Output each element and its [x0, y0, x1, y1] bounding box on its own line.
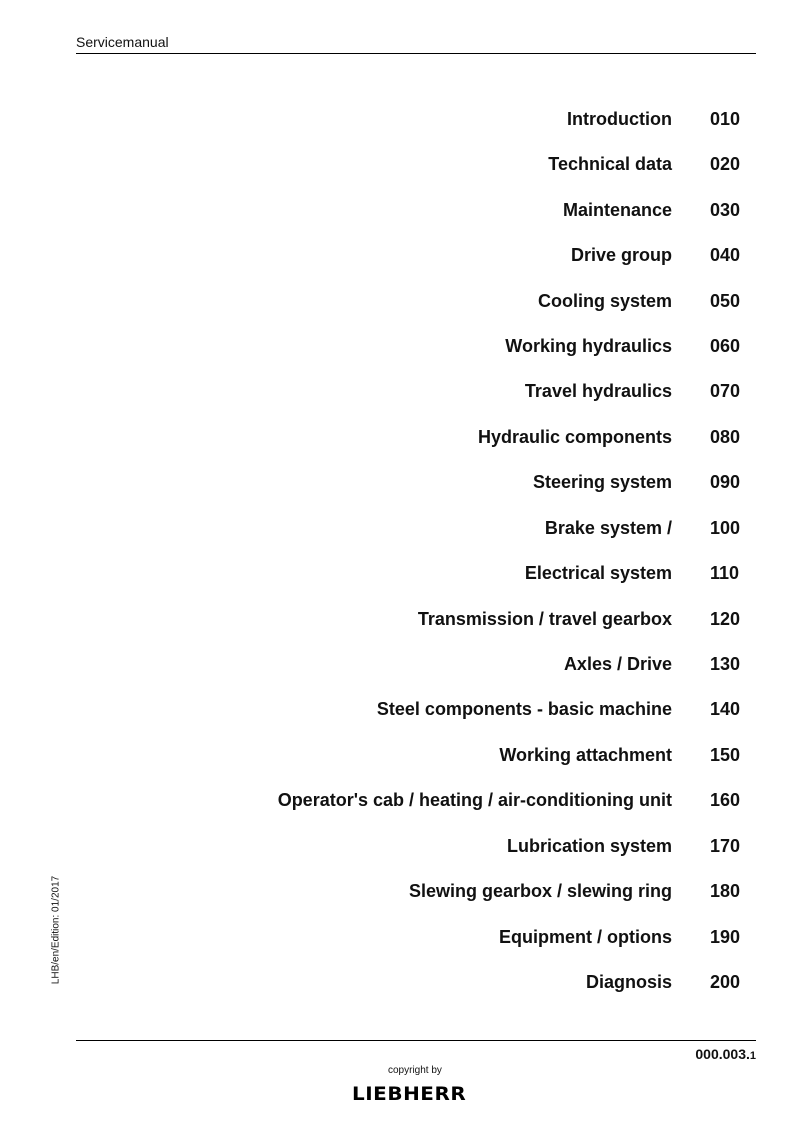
toc-title: Slewing gearbox / slewing ring: [408, 881, 672, 901]
toc-row-transmission[interactable]: [0, 605, 794, 633]
toc-code: 110: [710, 563, 740, 583]
toc-title: Hydraulic components: [477, 427, 672, 447]
toc-row-electrical-system[interactable]: [0, 559, 794, 587]
toc-code: 080: [710, 427, 741, 447]
toc-row-working-attachment[interactable]: [0, 741, 794, 769]
toc-code: 120: [710, 609, 741, 629]
toc-code: 200: [710, 972, 741, 992]
toc-title: Steel components - basic machine: [376, 699, 672, 719]
toc-row-maintenance[interactable]: [0, 196, 794, 224]
toc-row-equipment-options[interactable]: [0, 923, 794, 951]
toc-row-cooling-system[interactable]: [0, 287, 794, 315]
toc-row-drive-group[interactable]: [0, 241, 794, 269]
toc-title: Axles / Drive: [563, 654, 672, 674]
toc-code: 030: [710, 200, 741, 220]
copyright-text: copyright by: [388, 1065, 442, 1076]
page-number: [695, 1046, 756, 1062]
toc-title: Working attachment: [499, 745, 672, 765]
toc-title: Introduction: [567, 109, 672, 129]
toc-code: 170: [710, 836, 741, 856]
page-header-title: Servicemanual: [76, 34, 169, 50]
header-rule: [76, 53, 756, 54]
toc-code: 050: [710, 291, 741, 311]
page-number-sub: 1: [749, 1050, 756, 1062]
toc-row-brake-system[interactable]: [0, 514, 794, 542]
toc-title: Electrical system: [524, 563, 672, 583]
toc-title: Drive group: [570, 245, 672, 265]
toc-row-lubrication-system[interactable]: [0, 832, 794, 860]
toc-code: 150: [710, 745, 741, 765]
toc-title: Lubrication system: [506, 836, 672, 856]
toc-title: Technical data: [548, 154, 672, 174]
toc-title: Diagnosis: [585, 972, 672, 992]
toc-row-axles-drive[interactable]: [0, 650, 794, 678]
toc-row-travel-hydraulics[interactable]: [0, 377, 794, 405]
edition-note: LHB/en/Edition: 01/2017: [50, 875, 62, 985]
toc-title: Working hydraulics: [505, 336, 672, 356]
toc-title: Equipment / options: [499, 927, 672, 947]
toc-code: 190: [710, 927, 741, 947]
toc-row-operators-cab[interactable]: [0, 786, 794, 814]
toc-title: Travel hydraulics: [524, 381, 672, 401]
toc-code: 100: [710, 518, 741, 538]
toc-row-slewing-gearbox[interactable]: [0, 877, 794, 905]
toc-row-steel-components[interactable]: [0, 695, 794, 723]
toc-code: 140: [710, 699, 741, 719]
toc-row-technical-data[interactable]: [0, 150, 794, 178]
toc-code: 090: [710, 472, 741, 492]
toc-title: Operator's cab / heating / air-conditioning unit: [277, 790, 672, 810]
toc-row-steering-system[interactable]: [0, 468, 794, 496]
toc-title: Transmission / travel gearbox: [417, 609, 672, 629]
toc-row-working-hydraulics[interactable]: [0, 332, 794, 360]
toc-title: Maintenance: [562, 200, 672, 220]
toc-code: 160: [710, 790, 741, 810]
toc-title: Cooling system: [537, 291, 672, 311]
toc-title: Steering system: [532, 472, 672, 492]
toc-code: 070: [710, 381, 741, 401]
page-number-main: 000.003.: [695, 1046, 750, 1062]
toc-code: 020: [710, 154, 741, 174]
brand-logo: LIEBHERR: [352, 1083, 467, 1105]
toc-row-diagnosis[interactable]: [0, 968, 794, 996]
toc-title: Brake system /: [544, 518, 672, 538]
footer-rule: [76, 1040, 756, 1041]
toc-code: 010: [710, 109, 741, 129]
toc-row-hydraulic-components[interactable]: [0, 423, 794, 451]
toc-row-introduction[interactable]: [0, 105, 794, 133]
toc-code: 130: [710, 654, 741, 674]
toc-code: 060: [710, 336, 741, 356]
toc-code: 040: [710, 245, 741, 265]
toc-code: 180: [710, 881, 741, 901]
